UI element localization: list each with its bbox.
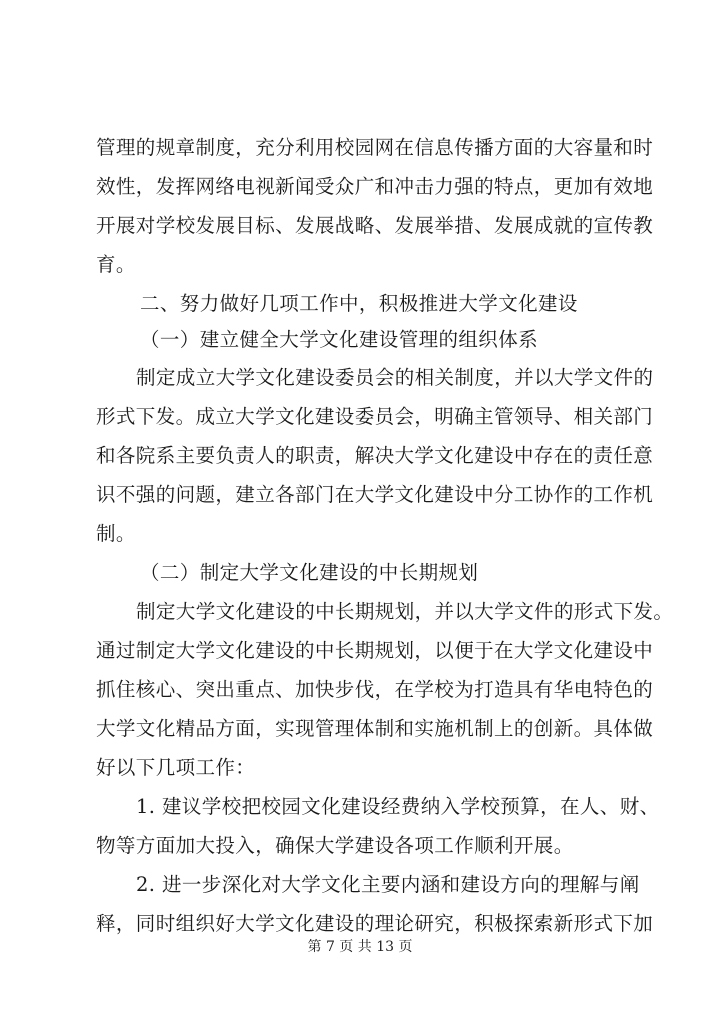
- body-line: 开展对学校发展目标、发展战略、发展举措、发展成就的宣传教: [96, 214, 654, 237]
- body-line: 效性，发挥网络电视新闻受众广和冲击力强的特点，更加有效地: [96, 175, 654, 198]
- list-item: 1. 建议学校把校园文化建设经费纳入学校预算，在人、财、: [136, 795, 660, 818]
- body-line: 管理的规章制度，充分利用校园网在信息传播方面的大容量和时: [96, 136, 654, 159]
- body-line: 好以下几项工作：: [96, 756, 256, 779]
- section-heading: 二、努力做好几项工作中，积极推进大学文化建设: [140, 292, 578, 315]
- body-line: 识不强的问题，建立各部门在大学文化建设中分工协作的工作机: [96, 483, 654, 506]
- body-line: 通过制定大学文化建设的中长期规划，以便于在大学文化建设中: [96, 639, 654, 662]
- body-line: 制。: [96, 522, 136, 545]
- body-line: 育。: [96, 253, 136, 276]
- body-line: 制定成立大学文化建设委员会的相关制度，并以大学文件的: [136, 366, 654, 389]
- subsection-heading: （一）建立健全大学文化建设管理的组织体系: [140, 328, 539, 351]
- body-line: 和各院系主要负责人的职责，解决大学文化建设中存在的责任意: [96, 444, 654, 467]
- body-line: 释，同时组织好大学文化建设的理论研究，积极探索新形式下加: [96, 912, 654, 935]
- body-line: 抓住核心、突出重点、加快步伐，在学校为打造具有华电特色的: [96, 678, 654, 701]
- body-line: 大学文化精品方面，实现管理体制和实施机制上的创新。具体做: [96, 717, 654, 740]
- subsection-heading: （二）制定大学文化建设的中长期规划: [140, 561, 479, 584]
- body-line: 形式下发。成立大学文化建设委员会，明确主管领导、相关部门: [96, 405, 654, 428]
- body-line: 物等方面加大投入，确保大学建设各项工作顺利开展。: [96, 834, 574, 857]
- page-footer: 第 7 页 共 13 页: [307, 939, 413, 955]
- body-line: 制定大学文化建设的中长期规划，并以大学文件的形式下发。: [136, 600, 674, 623]
- list-item: 2. 进一步深化对大学文化主要内涵和建设方向的理解与阐: [136, 873, 640, 896]
